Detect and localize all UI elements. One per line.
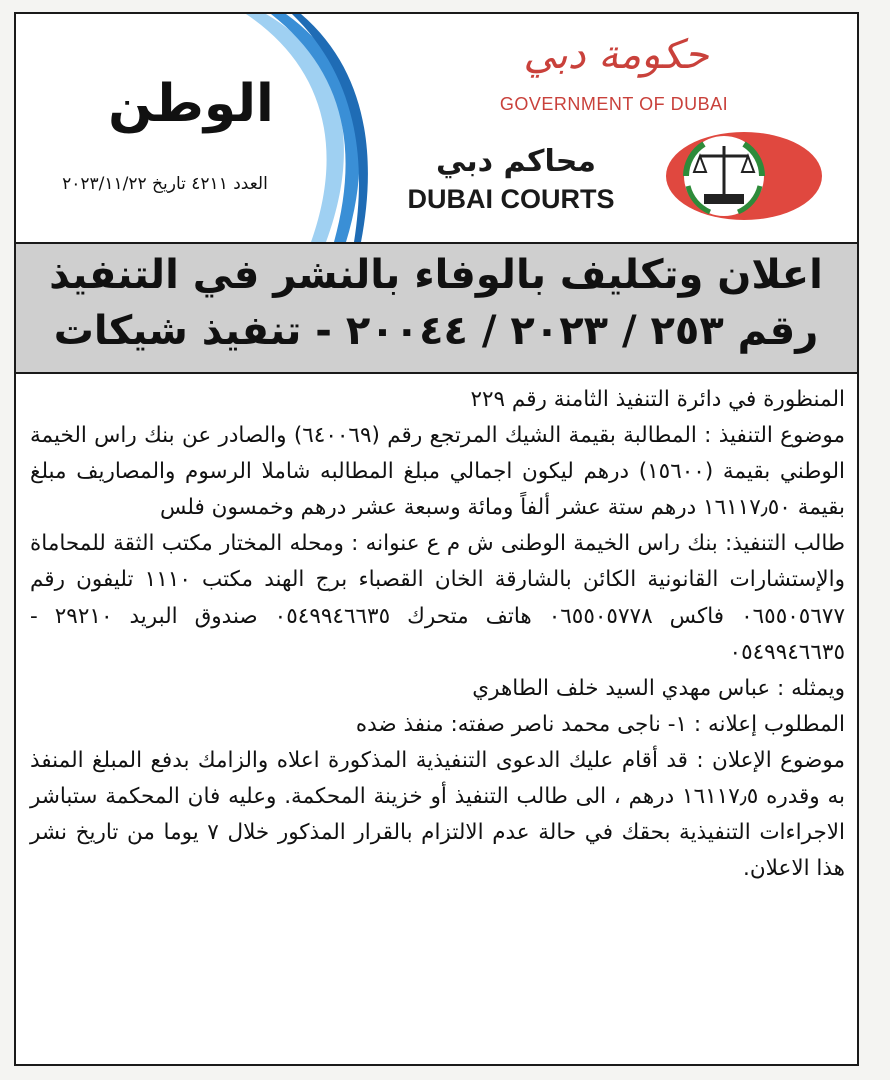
- courts-name-english: DUBAI COURTS: [407, 184, 615, 214]
- header: [16, 14, 857, 242]
- issue-line: العدد ٤٢١١ تاريخ ٢٠٢٣/١١/٢٢: [62, 174, 268, 194]
- paragraph-notice-subject: موضوع الإعلان : قد أقام عليك الدعوى التنفيذية المذكورة اعلاه والزامك بدفع المبلغ المنفذ به وقدره ١٦١١٧٫٥ درهم ، الى طالب التنفيذ أو خزينة المحكمة. وعليه فان المحكمة ستباشر الاجراءات التنفيذية بحقك في حالة عدم الالتزام بالقرار المذكور خلال ٧ يوما من تاريخ نشر هذا الاعلان.: [30, 747, 845, 882]
- announcement-sheet: [14, 12, 859, 1066]
- paragraph-applicant: طالب التنفيذ: بنك راس الخيمة الوطنى ش م ع عنوانه : ومحله المختار مكتب الثقة للمحاماة والإستشارات القانونية الكائن بالشارقة الخان القصباء برج الهند مكتب ١١١٠ تليفون رقم ٠٦٥٥٠٥٦٧٧ فاكس ٠٦٥٥٠٥٧٧٨ هاتف متحرك ٠٥٤٩٩٤٦٦٣٥ صندوق البريد ٢٩٢١٠ - ٠٥٤٩٩٤٦٦٣٥: [30, 531, 846, 665]
- announcement-title-band: [16, 242, 857, 374]
- dubai-courts-emblem-icon: [624, 124, 824, 224]
- government-name-arabic: حكومة دبي: [523, 32, 709, 78]
- government-name-english: GOVERNMENT OF DUBAI: [499, 94, 729, 114]
- paragraph-representative: ويمثله : عباس مهدي السيد خلف الطاهري: [472, 675, 845, 701]
- announcement-title-line-1: اعلان وتكليف بالوفاء بالنشر في التنفيذ: [49, 252, 823, 298]
- courts-name-arabic: محاكم دبي: [436, 144, 596, 179]
- paragraph-subject: موضوع التنفيذ : المطالبة بقيمة الشيك المرتجع رقم (٦٤٠٠٦٩) والصادر عن بنك راس الخيمة الوطني بقيمة (١٥٦٠٠) درهم ليكون اجمالي مبلغ المطالبه شاملا الرسوم والمصاريف مبلغ بقيمة ١٦١١٧٫٥٠ درهم ستة عشر ألفاً ومائة وسبعة عشر درهم وخمسون فلس: [30, 423, 846, 521]
- announcement-body: [30, 382, 845, 887]
- newspaper-name: الوطن: [108, 74, 274, 134]
- paragraph-respondent: المطلوب إعلانه : ١- ناجى محمد ناصر صفته: منفذ ضده: [355, 711, 845, 737]
- announcement-title-line-2: رقم ٢٥٣ / ٢٠٢٣ / ٢٠٠٤٤ - تنفيذ شيكات: [53, 308, 819, 354]
- paragraph-circuit: المنظورة في دائرة التنفيذ الثامنة رقم ٢٢٩: [470, 387, 845, 412]
